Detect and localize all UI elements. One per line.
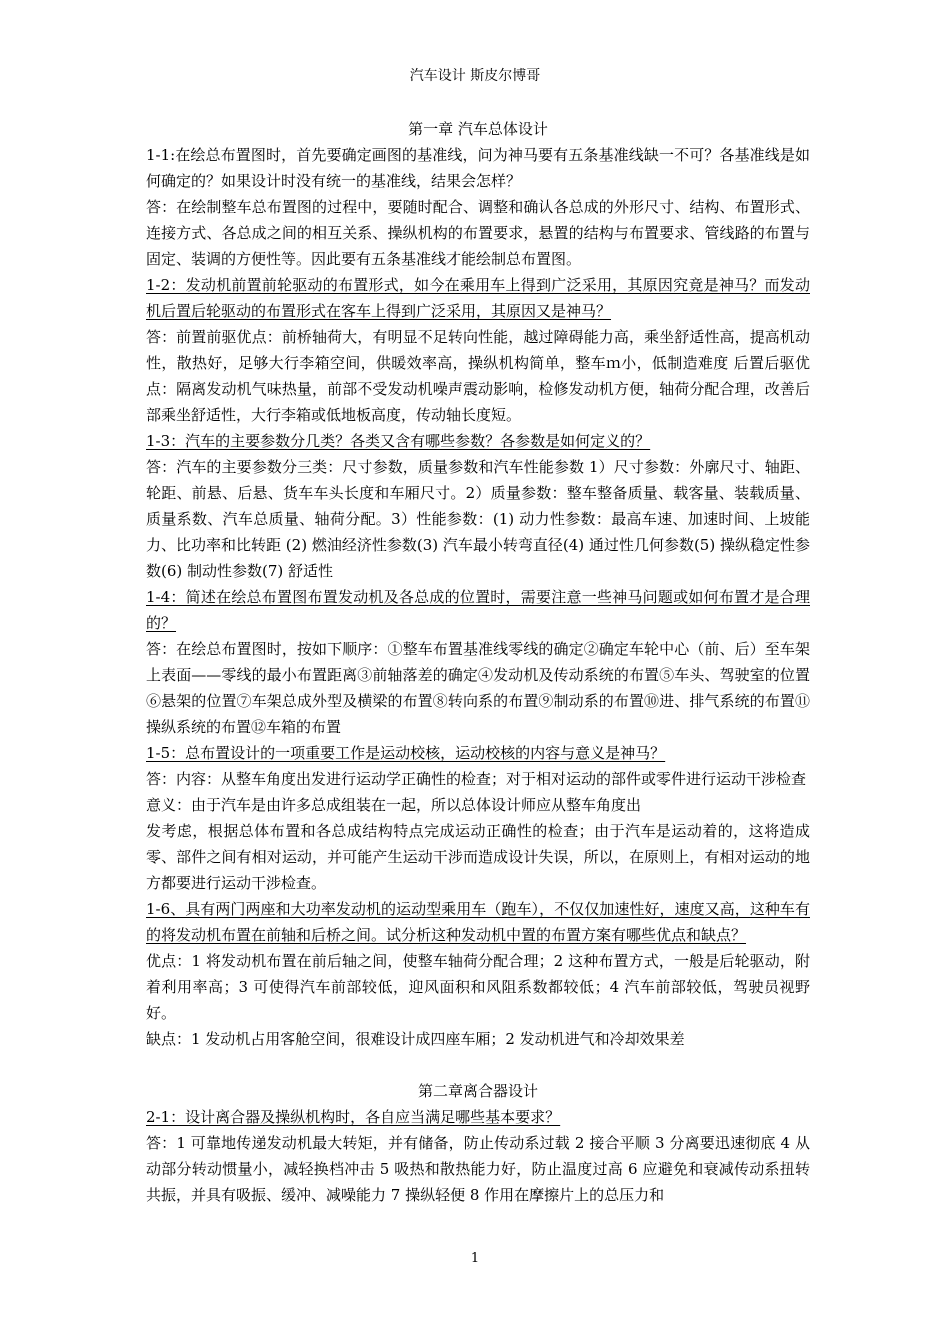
question-1-3: 1-3：汽车的主要参数分几类？各类又含有哪些参数？各参数是如何定义的？ (146, 432, 651, 450)
chapter1-title: 第一章 汽车总体设计 (408, 120, 548, 138)
answer-2-1: 答：1 可靠地传递发动机最大转矩，并有储备，防止传动系过载 2 接合平顺 3 分离要迅速彻底 4 从动部分转动惯量小，减轻换档冲击 5 吸热和散热能力好，防止温度过高 6 应避免和衰减传动系扭转共振，并具有吸振、缓冲、减噪能力 7 操纵轻便 8 作用在摩擦片上的总压力和 (146, 1134, 810, 1204)
answer-1-5-content: 答：内容：从整车角度出发进行运动学正确性的检查；对于相对运动的部件或零件进行运动干涉检查 (146, 770, 807, 788)
section-gap (146, 1052, 810, 1078)
answer-1-6-cons: 缺点：1 发动机占用客舱空间，很难设计成四座车厢；2 发动机进气和冷却效果差 (146, 1030, 685, 1048)
answer-1-4: 答：在绘总布置图时，按如下顺序：①整车布置基准线零线的确定②确定车轮中心（前、后）至车架上表面——零线的最小布置距离③前轴落差的确定④发动机及传动系统的布置⑤车头、驾驶室的位置⑥悬架的位置⑦车架总成外型及横梁的布置⑧转向系的布置⑨制动系的布置⑩进、排气系统的布置⑪操纵系统的布置⑫车箱的布置 (146, 640, 810, 736)
question-1-4: 1-4：简述在绘总布置图布置发动机及各总成的位置时，需要注意一些神马问题或如何布置才是合理的？ (146, 588, 810, 632)
answer-1-6-pros: 优点：1 将发动机布置在前后轴之间，使整车轴荷分配合理；2 这种布置方式，一般是后轮驱动，附着利用率高；3 可使得汽车前部较低，迎风面积和风阻系数都较低；4 汽车前部较低，驾驶员视野好。 (146, 952, 810, 1022)
answer-1-2: 答：前置前驱优点：前桥轴荷大，有明显不足转向性能，越过障碍能力高，乘坐舒适性高，提高机动性，散热好，足够大行李箱空间，供暖效率高，操纵机构简单，整车ｍ小，低制造难度 后置后驱优点：隔离发动机气味热量，前部不受发动机噪声震动影响，检修发动机方便，轴荷分配合理，改善后部乘坐舒适性，大行李箱或低地板高度，传动轴长度短。 (146, 328, 810, 424)
question-1-1: 1-1:在绘总布置图时，首先要确定画图的基准线，问为神马要有五条基准线缺一不可？各基准线是如何确定的？如果设计时没有统一的基准线，结果会怎样？ (146, 146, 810, 190)
answer-1-5-meaning: 意义：由于汽车是由许多总成组装在一起，所以总体设计师应从整车角度出 (146, 796, 642, 814)
document-body (146, 116, 810, 1208)
question-2-1: 2-1：设计离合器及操纵机构时，各自应当满足哪些基本要求？ (146, 1108, 561, 1126)
answer-1-1: 答：在绘制整车总布置图的过程中，要随时配合、调整和确认各总成的外形尺寸、结构、布置形式、连接方式、各总成之间的相互关系、操纵机构的布置要求，悬置的结构与布置要求、管线路的布置与固定、装调的方便性等。因此要有五条基准线才能绘制总布置图。 (146, 198, 810, 268)
question-1-2: 1-2：发动机前置前轮驱动的布置形式，如今在乘用车上得到广泛采用，其原因究竟是神马？而发动机后置后轮驱动的布置形式在客车上得到广泛采用，其原因又是神马？ (146, 276, 810, 320)
answer-1-5-meaning-cont: 发考虑，根据总体布置和各总成结构特点完成运动正确性的检查；由于汽车是运动着的，这将造成零、部件之间有相对运动，并可能产生运动干涉而造成设计失误，所以，在原则上，有相对运动的地方都要进行运动干涉检查。 (146, 822, 810, 892)
question-1-6: 1-6、具有两门两座和大功率发动机的运动型乘用车（跑车），不仅仅加速性好，速度又高，这种车有的将发动机布置在前轴和后桥之间。试分析这种发动机中置的布置方案有哪些优点和缺点？ (146, 900, 810, 944)
answer-1-3: 答：汽车的主要参数分三类：尺寸参数，质量参数和汽车性能参数 1）尺寸参数：外廓尺寸、轴距、轮距、前悬、后悬、货车车头长度和车厢尺寸。2）质量参数：整车整备质量、载客量、装载质量、质量系数、汽车总质量、轴荷分配。3）性能参数：(1) 动力性参数：最高车速、加速时间、上坡能力、比功率和比转距 (2) 燃油经济性参数(3) 汽车最小转弯直径(4) 通过性几何参数(5) 操纵稳定性参数(6) 制动性参数(7) 舒适性 (146, 458, 810, 580)
chapter2-title: 第二章离合器设计 (417, 1082, 538, 1100)
question-1-5: 1-5：总布置设计的一项重要工作是运动校核，运动校核的内容与意义是神马？ (146, 744, 666, 762)
page-number: 1 (470, 1251, 480, 1266)
page-header: 汽车设计 斯皮尔博哥 (409, 68, 541, 84)
